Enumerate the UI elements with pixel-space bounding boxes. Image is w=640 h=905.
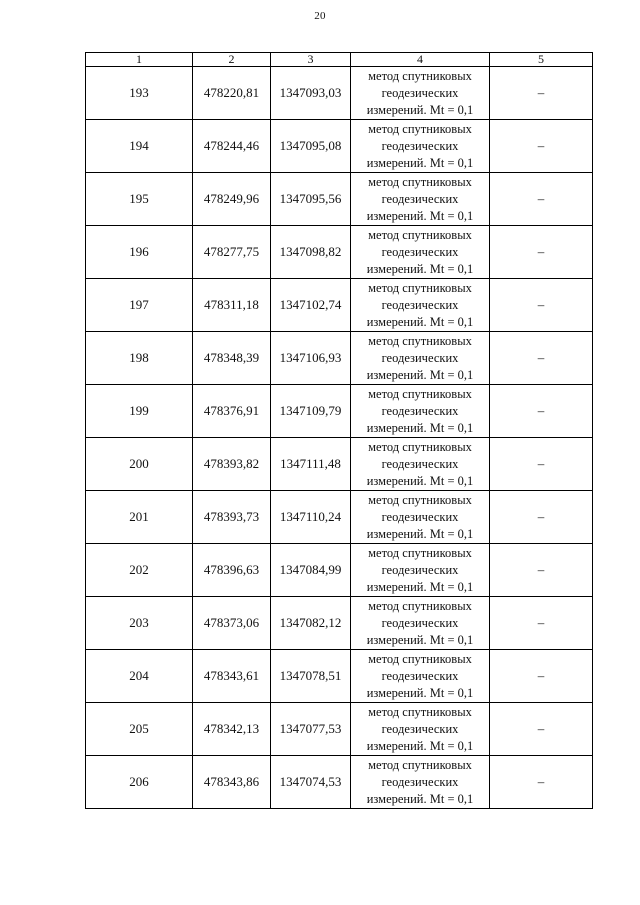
y-coordinate-cell: 1347109,79 <box>271 385 351 438</box>
point-number-cell: 204 <box>86 650 193 703</box>
method-line: геодезических <box>381 191 459 206</box>
x-coordinate-cell: 478342,13 <box>193 703 271 756</box>
method-line: измерений. Mt = 0,1 <box>366 155 474 170</box>
header-col-2: 2 <box>193 53 271 67</box>
method-cell <box>351 385 490 438</box>
method-line: метод спутниковых <box>368 280 472 295</box>
method-line: измерений. Mt = 0,1 <box>366 473 474 488</box>
method-cell <box>351 597 490 650</box>
note-cell: – <box>490 756 593 809</box>
method-line: измерений. Mt = 0,1 <box>366 367 474 382</box>
point-number-cell: 197 <box>86 279 193 332</box>
method-line: метод спутниковых <box>368 333 472 348</box>
x-coordinate-cell: 478220,81 <box>193 67 271 120</box>
point-number-cell: 199 <box>86 385 193 438</box>
method-line: геодезических <box>381 85 459 100</box>
method-line: измерений. Mt = 0,1 <box>366 102 474 117</box>
note-cell: – <box>490 597 593 650</box>
table-row <box>86 173 593 226</box>
table-row <box>86 226 593 279</box>
note-cell: – <box>490 438 593 491</box>
note-cell: – <box>490 650 593 703</box>
point-number-cell: 198 <box>86 332 193 385</box>
method-line: геодезических <box>381 615 459 630</box>
x-coordinate-cell: 478244,46 <box>193 120 271 173</box>
table-body <box>86 67 593 809</box>
method-line: метод спутниковых <box>368 545 472 560</box>
note-cell: – <box>490 279 593 332</box>
method-cell <box>351 279 490 332</box>
method-line: измерений. Mt = 0,1 <box>366 420 474 435</box>
table-row <box>86 120 593 173</box>
note-cell: – <box>490 173 593 226</box>
y-coordinate-cell: 1347106,93 <box>271 332 351 385</box>
table-row <box>86 597 593 650</box>
y-coordinate-cell: 1347110,24 <box>271 491 351 544</box>
note-cell: – <box>490 703 593 756</box>
method-line: геодезических <box>381 721 459 736</box>
method-cell <box>351 332 490 385</box>
y-coordinate-cell: 1347093,03 <box>271 67 351 120</box>
method-line: метод спутниковых <box>368 757 472 772</box>
y-coordinate-cell: 1347095,08 <box>271 120 351 173</box>
method-line: измерений. Mt = 0,1 <box>366 632 474 647</box>
method-line: геодезических <box>381 403 459 418</box>
method-cell <box>351 173 490 226</box>
method-cell <box>351 703 490 756</box>
method-cell <box>351 67 490 120</box>
y-coordinate-cell: 1347098,82 <box>271 226 351 279</box>
note-cell: – <box>490 544 593 597</box>
method-cell <box>351 650 490 703</box>
point-number-cell: 205 <box>86 703 193 756</box>
method-line: измерений. Mt = 0,1 <box>366 791 474 806</box>
page-number: 20 <box>314 10 326 22</box>
point-number-cell: 194 <box>86 120 193 173</box>
method-cell <box>351 544 490 597</box>
x-coordinate-cell: 478277,75 <box>193 226 271 279</box>
table-row <box>86 544 593 597</box>
point-number-cell: 206 <box>86 756 193 809</box>
table-row <box>86 438 593 491</box>
y-coordinate-cell: 1347077,53 <box>271 703 351 756</box>
method-line: измерений. Mt = 0,1 <box>366 685 474 700</box>
method-line: метод спутниковых <box>368 227 472 242</box>
point-number-cell: 195 <box>86 173 193 226</box>
method-line: метод спутниковых <box>368 704 472 719</box>
y-coordinate-cell: 1347082,12 <box>271 597 351 650</box>
note-cell: – <box>490 67 593 120</box>
method-line: геодезических <box>381 456 459 471</box>
method-line: измерений. Mt = 0,1 <box>366 314 474 329</box>
table-row <box>86 279 593 332</box>
method-line: измерений. Mt = 0,1 <box>366 579 474 594</box>
method-line: метод спутниковых <box>368 598 472 613</box>
note-cell: – <box>490 491 593 544</box>
note-cell: – <box>490 226 593 279</box>
method-line: метод спутниковых <box>368 68 472 83</box>
header-col-5: 5 <box>490 53 593 67</box>
method-line: метод спутниковых <box>368 439 472 454</box>
point-number-cell: 193 <box>86 67 193 120</box>
x-coordinate-cell: 478373,06 <box>193 597 271 650</box>
x-coordinate-cell: 478393,82 <box>193 438 271 491</box>
y-coordinate-cell: 1347084,99 <box>271 544 351 597</box>
x-coordinate-cell: 478249,96 <box>193 173 271 226</box>
coordinates-table <box>85 52 593 809</box>
method-line: метод спутниковых <box>368 651 472 666</box>
method-line: геодезических <box>381 562 459 577</box>
y-coordinate-cell: 1347078,51 <box>271 650 351 703</box>
y-coordinate-cell: 1347074,53 <box>271 756 351 809</box>
x-coordinate-cell: 478396,63 <box>193 544 271 597</box>
table-row <box>86 67 593 120</box>
y-coordinate-cell: 1347095,56 <box>271 173 351 226</box>
method-line: геодезических <box>381 509 459 524</box>
method-line: геодезических <box>381 668 459 683</box>
point-number-cell: 201 <box>86 491 193 544</box>
y-coordinate-cell: 1347111,48 <box>271 438 351 491</box>
method-line: метод спутниковых <box>368 386 472 401</box>
method-line: геодезических <box>381 350 459 365</box>
header-col-4: 4 <box>351 53 490 67</box>
point-number-cell: 203 <box>86 597 193 650</box>
note-cell: – <box>490 120 593 173</box>
table-header <box>86 53 593 67</box>
x-coordinate-cell: 478348,39 <box>193 332 271 385</box>
header-col-1: 1 <box>86 53 193 67</box>
table-row <box>86 385 593 438</box>
method-line: измерений. Mt = 0,1 <box>366 261 474 276</box>
x-coordinate-cell: 478343,61 <box>193 650 271 703</box>
note-cell: – <box>490 332 593 385</box>
method-cell <box>351 438 490 491</box>
header-row <box>86 53 593 67</box>
table-row <box>86 703 593 756</box>
table-row <box>86 756 593 809</box>
x-coordinate-cell: 478343,86 <box>193 756 271 809</box>
note-cell: – <box>490 385 593 438</box>
method-cell <box>351 491 490 544</box>
method-cell <box>351 756 490 809</box>
x-coordinate-cell: 478376,91 <box>193 385 271 438</box>
method-line: измерений. Mt = 0,1 <box>366 526 474 541</box>
method-line: измерений. Mt = 0,1 <box>366 738 474 753</box>
header-col-3: 3 <box>271 53 351 67</box>
method-line: метод спутниковых <box>368 121 472 136</box>
y-coordinate-cell: 1347102,74 <box>271 279 351 332</box>
method-cell <box>351 120 490 173</box>
point-number-cell: 200 <box>86 438 193 491</box>
method-line: геодезических <box>381 297 459 312</box>
table-row <box>86 491 593 544</box>
point-number-cell: 196 <box>86 226 193 279</box>
table-row <box>86 332 593 385</box>
method-line: геодезических <box>381 244 459 259</box>
method-line: геодезических <box>381 774 459 789</box>
method-cell <box>351 226 490 279</box>
x-coordinate-cell: 478393,73 <box>193 491 271 544</box>
x-coordinate-cell: 478311,18 <box>193 279 271 332</box>
method-line: измерений. Mt = 0,1 <box>366 208 474 223</box>
method-line: метод спутниковых <box>368 174 472 189</box>
method-line: геодезических <box>381 138 459 153</box>
method-line: метод спутниковых <box>368 492 472 507</box>
table-row <box>86 650 593 703</box>
point-number-cell: 202 <box>86 544 193 597</box>
